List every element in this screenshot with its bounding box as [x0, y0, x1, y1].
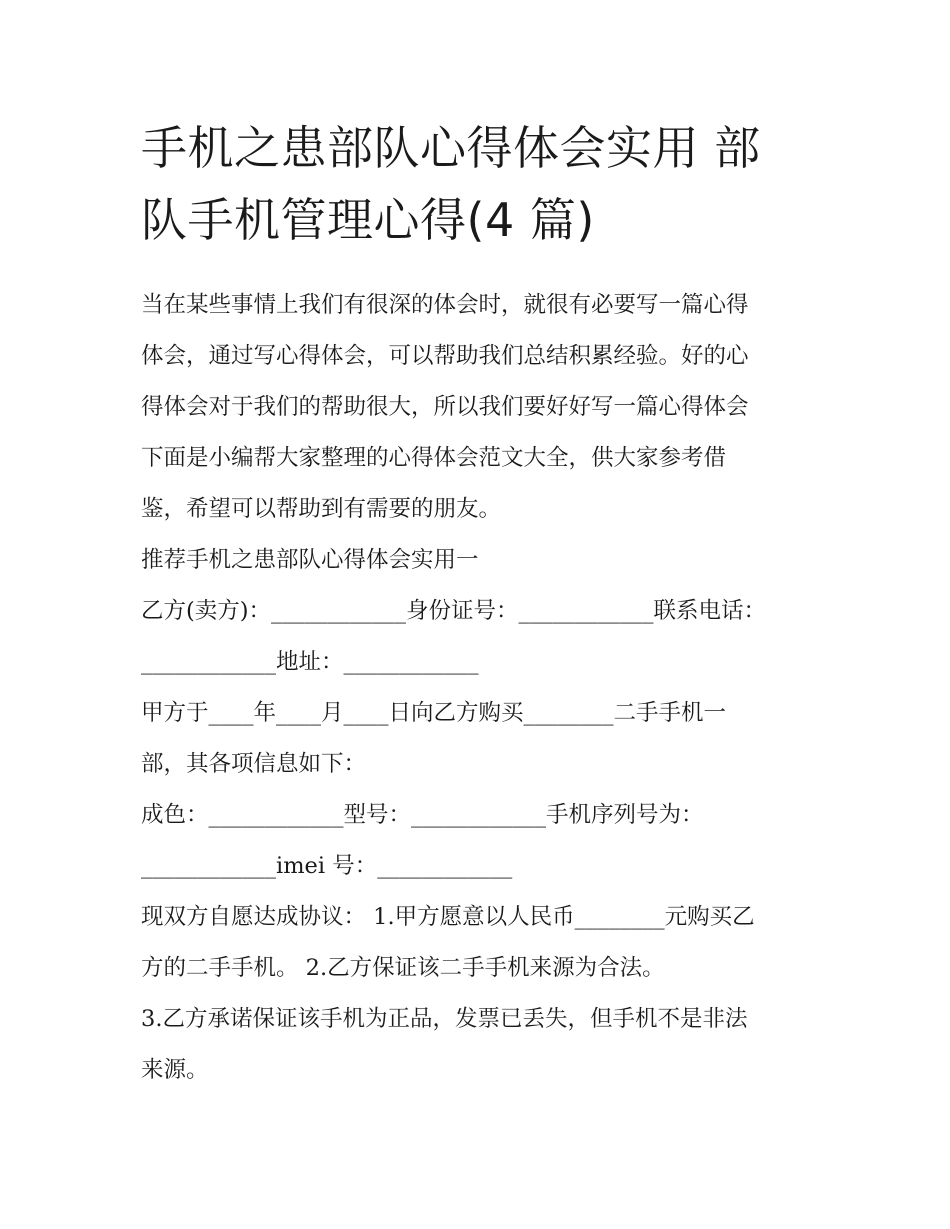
party-info-line: ____________地址：____________: [141, 649, 479, 675]
purchase-line: 甲方于____年____月____日向乙方购买________二手手机一: [141, 700, 727, 726]
phone-info-line: 成色：____________型号：____________手机序列号为：: [141, 802, 704, 828]
document-title: [141, 112, 821, 256]
agreement-line: 现双方自愿达成协议： 1.甲方愿意以人民币________元购买乙: [141, 904, 755, 930]
guarantee-line: 3.乙方承诺保证该手机为正品，发票已丢失，但手机不是非法: [141, 1006, 748, 1032]
section-heading: [141, 535, 821, 586]
title-line-2: 队手机管理心得(4 篇): [141, 193, 595, 247]
party-info-line: 乙方(卖方)：____________身份证号：____________联系电话：: [141, 598, 767, 624]
phone-info-paragraph: [141, 790, 821, 892]
phone-info-line: ____________imei 号：____________: [141, 853, 513, 879]
party-info-paragraph: [141, 586, 821, 688]
intro-line: 当在某些事情上我们有很深的体会时，就很有必要写一篇心得: [141, 292, 749, 318]
intro-line: 体会，通过写心得体会，可以帮助我们总结积累经验。好的心: [141, 343, 749, 369]
section-heading-text: 推荐手机之患部队心得体会实用一: [141, 547, 479, 573]
title-line-1: 手机之患部队心得体会实用 部: [141, 121, 761, 175]
agreement-paragraph: [141, 892, 821, 994]
purchase-line: 部，其各项信息如下：: [141, 751, 367, 777]
document-page: [141, 112, 821, 1096]
intro-line: 下面是小编帮大家整理的心得体会范文大全，供大家参考借: [141, 445, 727, 471]
intro-line: 得体会对于我们的帮助很大，所以我们要好好写一篇心得体会: [141, 394, 749, 420]
document-body: [141, 280, 821, 1096]
guarantee-paragraph: [141, 994, 821, 1096]
guarantee-line: 来源。: [141, 1057, 209, 1083]
intro-line: 鉴，希望可以帮助到有需要的朋友。: [141, 496, 502, 522]
agreement-line: 方的二手手机。 2.乙方保证该二手手机来源为合法。: [141, 955, 665, 981]
intro-paragraph: [141, 280, 821, 535]
purchase-paragraph: [141, 688, 821, 790]
